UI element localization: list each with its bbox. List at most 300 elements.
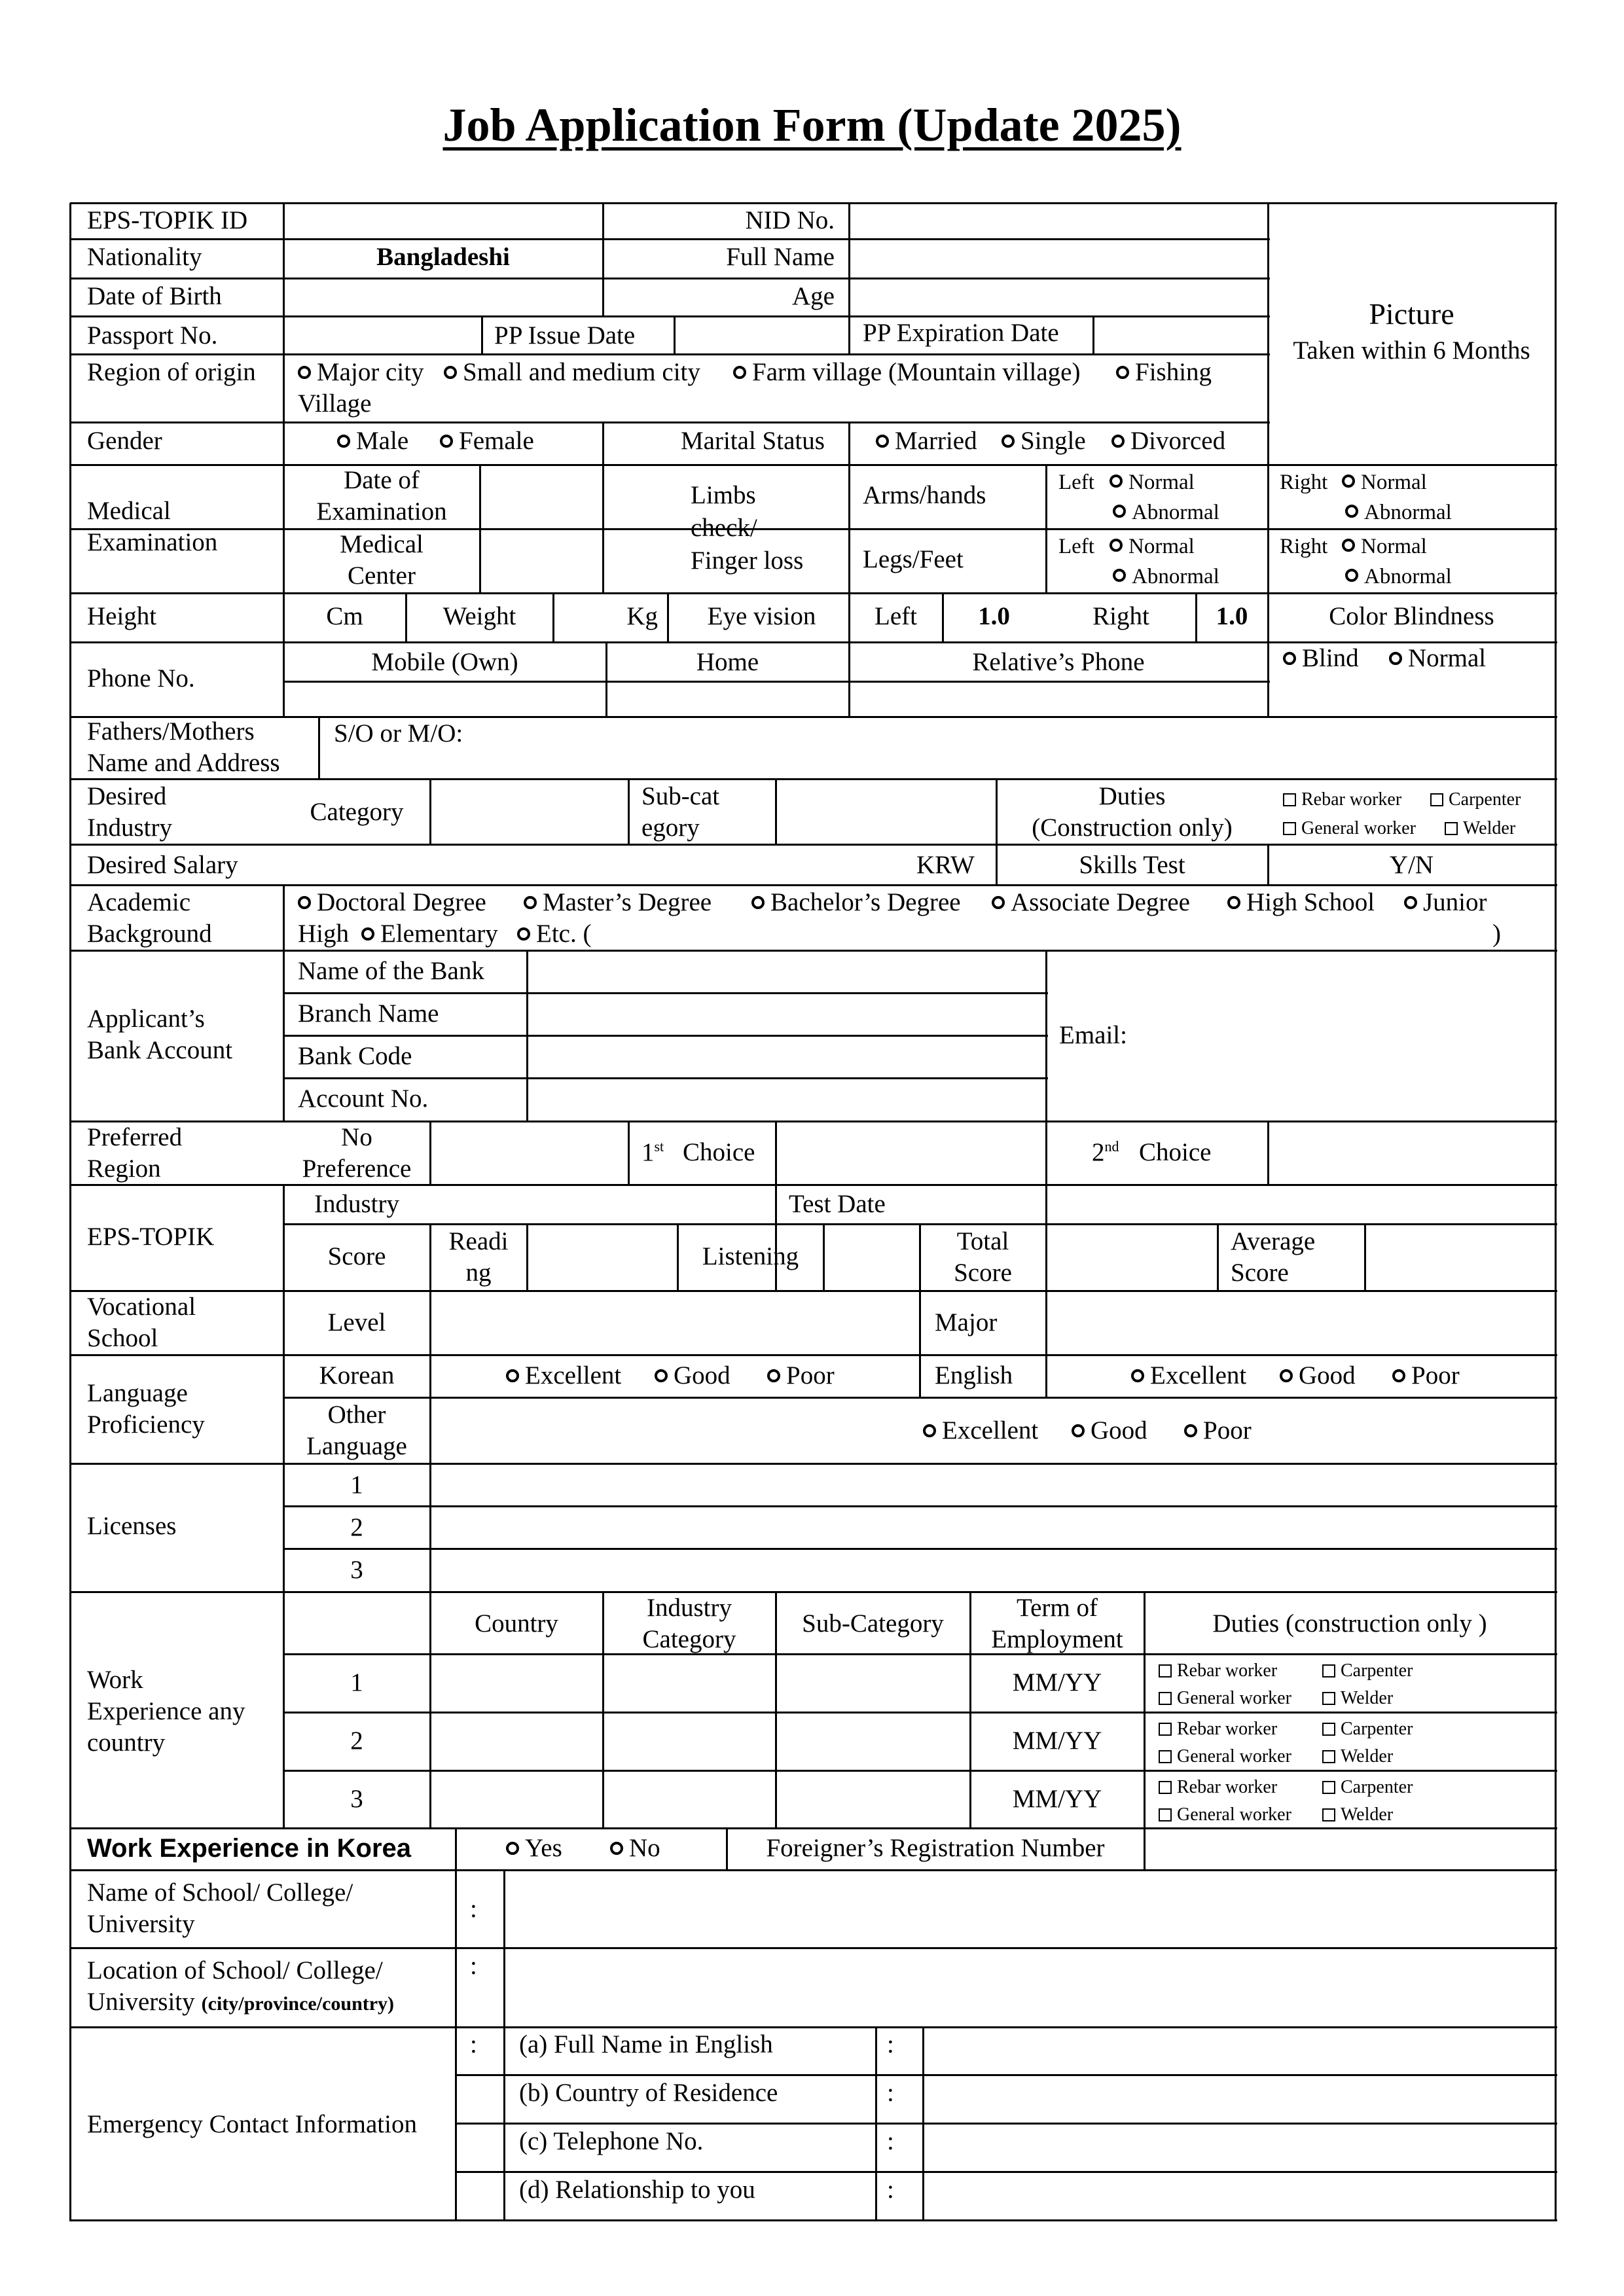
region-label: Region of origin: [87, 358, 256, 386]
gender-female[interactable]: [440, 425, 534, 457]
radio-circle-icon[interactable]: [655, 1369, 668, 1382]
first-choice-sup: st: [654, 1138, 664, 1155]
grid-line: [875, 2027, 877, 2221]
grid-line: [283, 1035, 1048, 1037]
emergency-item-1: (b) Country of Residence: [519, 2079, 778, 2107]
duty-general-label: General worker: [1301, 818, 1416, 838]
relative-label: Relative’s Phone: [972, 648, 1145, 676]
english-poor[interactable]: [1392, 1360, 1460, 1391]
work-term-1: Term of: [1017, 1594, 1098, 1622]
emergency-colon-left: :: [470, 2030, 477, 2058]
listening-label: Listening: [702, 1242, 799, 1270]
checkbox-square-icon[interactable]: [1322, 1781, 1335, 1794]
degree-option-5-label: Junior: [1423, 888, 1487, 916]
first-choice-num: 1st: [641, 1138, 664, 1166]
other-poor-label: Poor: [1203, 1416, 1252, 1444]
checkbox-square-icon[interactable]: [1159, 1723, 1172, 1736]
degree-option-3-label: Associate Degree: [1011, 888, 1190, 916]
checkbox-square-icon[interactable]: [1322, 1664, 1335, 1677]
radio-circle-icon[interactable]: [1342, 475, 1355, 488]
radio-circle-icon[interactable]: [1345, 505, 1358, 518]
grid-line: [1217, 1224, 1219, 1292]
checkbox-square-icon[interactable]: [1322, 1723, 1335, 1736]
arms-right-abnormal-label: Abnormal: [1364, 501, 1452, 524]
work-row1-general[interactable]: [1159, 1685, 1291, 1712]
checkbox-square-icon[interactable]: [1159, 1750, 1172, 1763]
other-lang-2: Language: [306, 1432, 407, 1460]
degree-option-5[interactable]: [1404, 887, 1487, 918]
radio-circle-icon[interactable]: [1342, 539, 1355, 552]
grid-line: [70, 884, 1557, 886]
emergency-item-3: (d) Relationship to you: [519, 2176, 755, 2204]
gender-female-label: Female: [459, 427, 534, 455]
second-choice-sup: nd: [1104, 1138, 1119, 1155]
left-eye-value: 1.0: [978, 602, 1010, 630]
left-eye-label: Left: [875, 602, 917, 630]
checkbox-square-icon[interactable]: [1159, 1664, 1172, 1677]
grid-line: [922, 2027, 924, 2221]
grid-line: [70, 1591, 1557, 1593]
work-row1-rebar-label: Rebar worker: [1177, 1660, 1278, 1681]
subcat-2: egory: [641, 814, 700, 842]
radio-circle-icon[interactable]: [1184, 1424, 1197, 1437]
grid-line: [919, 1291, 921, 1356]
work-subcategory: Sub-Category: [802, 1609, 944, 1638]
work-label-2: Experience any: [87, 1697, 245, 1725]
account-label: Account No.: [298, 1085, 429, 1113]
picture-label: Picture: [1369, 297, 1454, 331]
marital-divorced[interactable]: [1111, 425, 1225, 457]
right-eye-value: 1.0: [1216, 602, 1248, 630]
work-row-mmyy-1: MM/YY: [1012, 1668, 1102, 1696]
arms-right-normal-label: Normal: [1361, 471, 1427, 494]
bank-label-2: Bank Account: [87, 1036, 233, 1064]
work-row2-general[interactable]: [1159, 1743, 1291, 1770]
grid-line: [455, 1828, 457, 2221]
radio-circle-icon[interactable]: [1131, 1369, 1144, 1382]
work-row1-carpenter-label: Carpenter: [1341, 1660, 1413, 1681]
color-normal-option[interactable]: [1389, 643, 1486, 674]
checkbox-square-icon[interactable]: [1159, 1692, 1172, 1705]
grid-line: [667, 593, 669, 643]
picture-note: Taken within 6 Months: [1293, 336, 1530, 365]
radio-circle-icon[interactable]: [1001, 435, 1015, 448]
bank-code-label: Bank Code: [298, 1042, 412, 1070]
dob-label: Date of Birth: [87, 282, 222, 310]
radio-circle-icon[interactable]: [1111, 435, 1125, 448]
emergency-label: Emergency Contact Information: [87, 2110, 417, 2138]
grid-line: [283, 950, 285, 1122]
grid-line: [70, 238, 1270, 240]
work-row3-welder[interactable]: [1322, 1801, 1393, 1829]
degree-line2-high: High: [298, 920, 349, 948]
height-label: Height: [87, 602, 157, 630]
radio-circle-icon[interactable]: [298, 366, 311, 379]
arms-left-abnormal-label: Abnormal: [1132, 501, 1219, 524]
grid-line: [1045, 1121, 1047, 1186]
other-good-label: Good: [1091, 1416, 1147, 1444]
grid-line: [70, 1947, 1557, 1949]
checkbox-square-icon[interactable]: [1159, 1808, 1172, 1821]
checkbox-square-icon[interactable]: [1322, 1750, 1335, 1763]
work-row-mmyy-3: MM/YY: [1012, 1785, 1102, 1813]
radio-circle-icon[interactable]: [1345, 569, 1358, 582]
korean-good[interactable]: [655, 1360, 731, 1391]
checkbox-square-icon[interactable]: [1322, 1692, 1335, 1705]
work-row3-general-label: General worker: [1177, 1804, 1291, 1825]
radio-circle-icon[interactable]: [1283, 652, 1296, 665]
marital-married-label: Married: [895, 427, 977, 455]
limbs-2: check/: [691, 514, 757, 542]
korean-poor[interactable]: [767, 1360, 835, 1391]
kg-label: Kg: [626, 602, 658, 630]
radio-circle-icon[interactable]: [337, 435, 350, 448]
grid-line: [283, 681, 1270, 683]
phone-label: Phone No.: [87, 664, 195, 692]
grid-line: [70, 844, 1557, 846]
degree-option-2-label: Bachelor’s Degree: [770, 888, 961, 916]
grid-line: [283, 1505, 1557, 1507]
grid-line: [674, 316, 676, 355]
grid-line: [70, 778, 1557, 780]
legs-right-normal[interactable]: [1342, 533, 1427, 560]
radio-circle-icon[interactable]: [767, 1369, 780, 1382]
legs-right-abnormal[interactable]: [1345, 563, 1452, 590]
english-good-label: Good: [1299, 1361, 1356, 1390]
legs-left-abnormal-label: Abnormal: [1132, 565, 1219, 588]
arms-right-abnormal[interactable]: [1345, 499, 1452, 526]
checkbox-square-icon[interactable]: [1445, 822, 1458, 835]
legs-left-abnormal[interactable]: [1113, 563, 1219, 590]
work-row2-welder-label: Welder: [1341, 1746, 1394, 1767]
topik-industry: Industry: [314, 1190, 399, 1218]
limbs-3: Finger loss: [691, 547, 804, 575]
nationality-label: Nationality: [87, 243, 202, 271]
radio-circle-icon[interactable]: [1110, 539, 1123, 552]
grid-line: [849, 528, 1557, 530]
radio-circle-icon[interactable]: [1113, 505, 1126, 518]
other-excellent[interactable]: [923, 1415, 1038, 1446]
radio-circle-icon[interactable]: [923, 1424, 936, 1437]
form-title: Job Application Form (Update 2025): [442, 99, 1182, 151]
checkbox-square-icon[interactable]: [1430, 793, 1443, 806]
school-loc-colon: :: [470, 1952, 477, 1980]
major-label: Major: [935, 1308, 998, 1336]
english-good[interactable]: [1280, 1360, 1356, 1391]
grid-line: [456, 2074, 1557, 2076]
grid-line: [602, 465, 604, 594]
marital-single-label: Single: [1020, 427, 1086, 455]
duty-rebar[interactable]: [1283, 786, 1401, 814]
work-term-2: Employment: [991, 1625, 1123, 1653]
checkbox-square-icon[interactable]: [1283, 822, 1296, 835]
grid-line: [1267, 465, 1269, 594]
vocational-2: School: [87, 1324, 158, 1352]
english-excellent[interactable]: [1131, 1360, 1246, 1391]
english-label: English: [935, 1361, 1013, 1390]
grid-line: [318, 717, 320, 780]
radio-circle-icon[interactable]: [361, 927, 374, 941]
radio-circle-icon[interactable]: [992, 896, 1005, 909]
pp-exp-label: PP Expiration Date: [863, 319, 1059, 347]
license-row-3: 3: [350, 1556, 363, 1584]
grid-line: [602, 422, 604, 466]
right-eye-label: Right: [1092, 602, 1149, 630]
region-pref-1: Preferred: [87, 1123, 183, 1151]
score-label: Score: [327, 1242, 386, 1270]
region-option-3-label: Fishing: [1135, 358, 1212, 386]
arms-right-label: Right: [1280, 471, 1328, 494]
gender-label: Gender: [87, 427, 162, 455]
korea-no[interactable]: [610, 1833, 660, 1864]
color-normal-option-label: Normal: [1408, 644, 1487, 672]
radio-circle-icon[interactable]: [1404, 896, 1417, 909]
grid-line: [1045, 1355, 1047, 1399]
color-blind-option-label: Blind: [1302, 644, 1359, 672]
grid-line: [1267, 203, 1269, 718]
legs-right-label: Right: [1280, 535, 1328, 558]
radio-circle-icon[interactable]: [1072, 1424, 1085, 1437]
duties-1: Duties: [1098, 782, 1166, 810]
school-name-1: Name of School/ College/: [87, 1878, 353, 1907]
radio-circle-icon[interactable]: [517, 927, 530, 941]
grid-line: [848, 203, 850, 355]
grid-line: [628, 1121, 630, 1186]
grid-line: [70, 422, 1270, 423]
passport-label: Passport No.: [87, 321, 218, 350]
grid-line: [628, 779, 630, 846]
legs-right-abnormal-label: Abnormal: [1364, 565, 1452, 588]
work-row3-welder-label: Welder: [1341, 1804, 1394, 1825]
work-row2-carpenter-label: Carpenter: [1341, 1719, 1413, 1739]
application-form-table: [70, 202, 1555, 2224]
work-row2-carpenter[interactable]: [1322, 1715, 1413, 1743]
grid-line: [919, 1355, 921, 1399]
marital-single[interactable]: [1001, 425, 1086, 457]
work-row1-carpenter[interactable]: [1322, 1657, 1413, 1685]
grid-line: [69, 203, 71, 2221]
parents-prefix: S/O or M/O:: [334, 719, 463, 747]
grid-line: [70, 202, 1557, 204]
korean-excellent[interactable]: [506, 1360, 621, 1391]
work-row2-welder[interactable]: [1322, 1743, 1393, 1770]
grid-line: [70, 1290, 1557, 1292]
marital-married[interactable]: [876, 425, 977, 457]
exam-date-2: Examination: [316, 497, 447, 526]
average-1: Average: [1231, 1227, 1316, 1255]
region-option-0[interactable]: [298, 357, 424, 388]
emergency-colon-2: :: [887, 2127, 894, 2155]
korea-work-label: Work Experience in Korea: [87, 1834, 411, 1863]
radio-circle-icon[interactable]: [506, 1842, 519, 1855]
duty-welder[interactable]: [1445, 815, 1515, 842]
second-choice-num: 2nd: [1092, 1138, 1119, 1166]
duty-general[interactable]: [1283, 815, 1416, 842]
legs-left-normal[interactable]: [1110, 533, 1195, 560]
category-label: Category: [310, 798, 404, 826]
total-1: Total: [956, 1227, 1009, 1255]
degree-option-4-label: High School: [1246, 888, 1375, 916]
radio-circle-icon[interactable]: [1110, 475, 1123, 488]
degree-option-0[interactable]: [298, 887, 486, 918]
region-option-2-label: Farm village (Mountain village): [752, 358, 1081, 386]
radio-circle-icon[interactable]: [506, 1369, 519, 1382]
radio-circle-icon[interactable]: [298, 896, 311, 909]
topik-label: EPS-TOPIK: [87, 1223, 215, 1251]
radio-circle-icon[interactable]: [524, 896, 537, 909]
gender-male[interactable]: [337, 425, 408, 457]
radio-circle-icon[interactable]: [440, 435, 453, 448]
korea-yes-label: Yes: [525, 1834, 562, 1862]
work-row3-rebar-label: Rebar worker: [1177, 1777, 1278, 1797]
arms-left-normal-label: Normal: [1128, 471, 1195, 494]
grid-line: [283, 1077, 1048, 1079]
industry-label-1: Desired: [87, 782, 167, 810]
arms-label: Arms/hands: [863, 481, 986, 509]
radio-circle-icon[interactable]: [1113, 569, 1126, 582]
grid-line: [1364, 1224, 1366, 1292]
radio-circle-icon[interactable]: [876, 435, 889, 448]
legs-label: Legs/Feet: [863, 545, 964, 573]
branch-label: Branch Name: [298, 999, 439, 1028]
degree-option-0-label: Doctoral Degree: [317, 888, 486, 916]
emergency-colon-3: :: [887, 2176, 894, 2204]
grid-line: [456, 2171, 1557, 2173]
degree-elementary[interactable]: [361, 918, 498, 950]
region-option-2[interactable]: [733, 357, 1080, 388]
academic-label-2: Background: [87, 920, 212, 948]
region-option-1[interactable]: [444, 357, 700, 388]
korean-label: Korean: [319, 1361, 395, 1390]
grid-line: [1555, 203, 1557, 2221]
reading-2: ng: [465, 1259, 492, 1287]
grid-line: [70, 2219, 1557, 2221]
korea-yes[interactable]: [506, 1833, 562, 1864]
arms-left-normal[interactable]: [1110, 469, 1195, 496]
radio-circle-icon[interactable]: [1280, 1369, 1293, 1382]
grid-line: [503, 2027, 505, 2221]
degree-option-4[interactable]: [1227, 887, 1375, 918]
work-row-num-1: 1: [350, 1668, 363, 1696]
degree-close-paren: ): [1492, 920, 1501, 948]
school-loc-note: (city/province/country): [201, 1993, 395, 2015]
duties-2: (Construction only): [1032, 814, 1233, 842]
weight-label: Weight: [442, 602, 516, 630]
grid-line: [1045, 1291, 1047, 1356]
degree-option-2[interactable]: [751, 887, 961, 918]
work-row3-general[interactable]: [1159, 1801, 1291, 1829]
age-label: Age: [792, 282, 835, 310]
grid-line: [775, 779, 777, 846]
color-blind-option[interactable]: [1283, 643, 1359, 674]
school-loc-1: Location of School/ College/: [87, 1956, 383, 1984]
academic-label-1: Academic: [87, 888, 191, 916]
grid-line: [70, 1869, 1557, 1871]
color-blindness-label: Color Blindness: [1329, 602, 1494, 630]
yn-label: Y/N: [1389, 851, 1434, 879]
other-lang-1: Other: [327, 1401, 386, 1429]
salary-label: Desired Salary: [87, 851, 238, 879]
radio-circle-icon[interactable]: [1392, 1369, 1405, 1382]
checkbox-square-icon[interactable]: [1283, 793, 1296, 806]
work-duties: Duties (construction only ): [1212, 1609, 1487, 1638]
grid-line: [503, 1870, 505, 2028]
parents-label-1: Fathers/Mothers: [87, 717, 255, 745]
foreigner-reg-label: Foreigner’s Registration Number: [766, 1834, 1105, 1862]
work-row1-rebar[interactable]: [1159, 1657, 1277, 1685]
other-poor[interactable]: [1184, 1415, 1252, 1446]
eye-vision-label: Eye vision: [707, 602, 816, 630]
reading-1: Readi: [448, 1227, 509, 1255]
cm-label: Cm: [326, 602, 363, 630]
work-row2-rebar[interactable]: [1159, 1715, 1277, 1743]
first-choice-label: Choice: [683, 1138, 755, 1166]
duty-carpenter[interactable]: [1430, 786, 1521, 814]
krw-label: KRW: [916, 851, 975, 879]
grid-line: [481, 316, 483, 355]
radio-circle-icon[interactable]: [1116, 366, 1129, 379]
degree-option-1-label: Master’s Degree: [543, 888, 712, 916]
second-choice-label: Choice: [1139, 1138, 1212, 1166]
duty-carpenter-label: Carpenter: [1449, 789, 1521, 810]
degree-option-3[interactable]: [992, 887, 1190, 918]
region-option-0-label: Major city: [317, 358, 424, 386]
work-row1-welder[interactable]: [1322, 1685, 1393, 1712]
other-good[interactable]: [1072, 1415, 1147, 1446]
checkbox-square-icon[interactable]: [1322, 1808, 1335, 1821]
grid-line: [283, 885, 285, 952]
region-option-3[interactable]: [1116, 357, 1212, 388]
school-loc-2: University (city/province/country): [87, 1988, 395, 2016]
degree-etc[interactable]: [517, 918, 591, 950]
total-2: Score: [954, 1259, 1012, 1287]
work-industry-1: Industry: [647, 1594, 732, 1622]
marital-label: Marital Status: [681, 427, 825, 455]
language-label-2: Proficiency: [87, 1410, 205, 1439]
radio-circle-icon[interactable]: [751, 896, 765, 909]
marital-divorced-label: Divorced: [1130, 427, 1226, 455]
radio-circle-icon[interactable]: [610, 1842, 623, 1855]
eps-topik-id-label: EPS-TOPIK ID: [87, 206, 248, 234]
checkbox-square-icon[interactable]: [1159, 1781, 1172, 1794]
work-label-3: country: [87, 1729, 166, 1757]
legs-right-normal-label: Normal: [1361, 535, 1427, 558]
grid-line: [848, 422, 850, 466]
grid-line: [775, 1185, 777, 1292]
emergency-item-2: (c) Telephone No.: [519, 2127, 704, 2155]
gender-male-label: Male: [356, 427, 409, 455]
radio-circle-icon[interactable]: [1389, 652, 1402, 665]
korean-excellent-label: Excellent: [525, 1361, 622, 1390]
license-row-2: 2: [350, 1513, 363, 1541]
radio-circle-icon[interactable]: [733, 366, 746, 379]
work-row3-rebar[interactable]: [1159, 1774, 1277, 1801]
grid-line: [1045, 950, 1047, 1122]
work-row-num-3: 3: [350, 1785, 363, 1813]
arms-left-abnormal[interactable]: [1113, 499, 1219, 526]
arms-right-normal[interactable]: [1342, 469, 1427, 496]
bank-name-label: Name of the Bank: [298, 957, 484, 985]
korean-poor-label: Poor: [786, 1361, 835, 1390]
radio-circle-icon[interactable]: [444, 366, 457, 379]
work-row3-carpenter[interactable]: [1322, 1774, 1413, 1801]
degree-etc-label: Etc. (: [536, 920, 592, 948]
degree-elementary-label: Elementary: [380, 920, 498, 948]
degree-option-1[interactable]: [524, 887, 712, 918]
radio-circle-icon[interactable]: [1227, 896, 1240, 909]
work-row3-carpenter-label: Carpenter: [1341, 1777, 1413, 1797]
level-label: Level: [327, 1308, 386, 1336]
